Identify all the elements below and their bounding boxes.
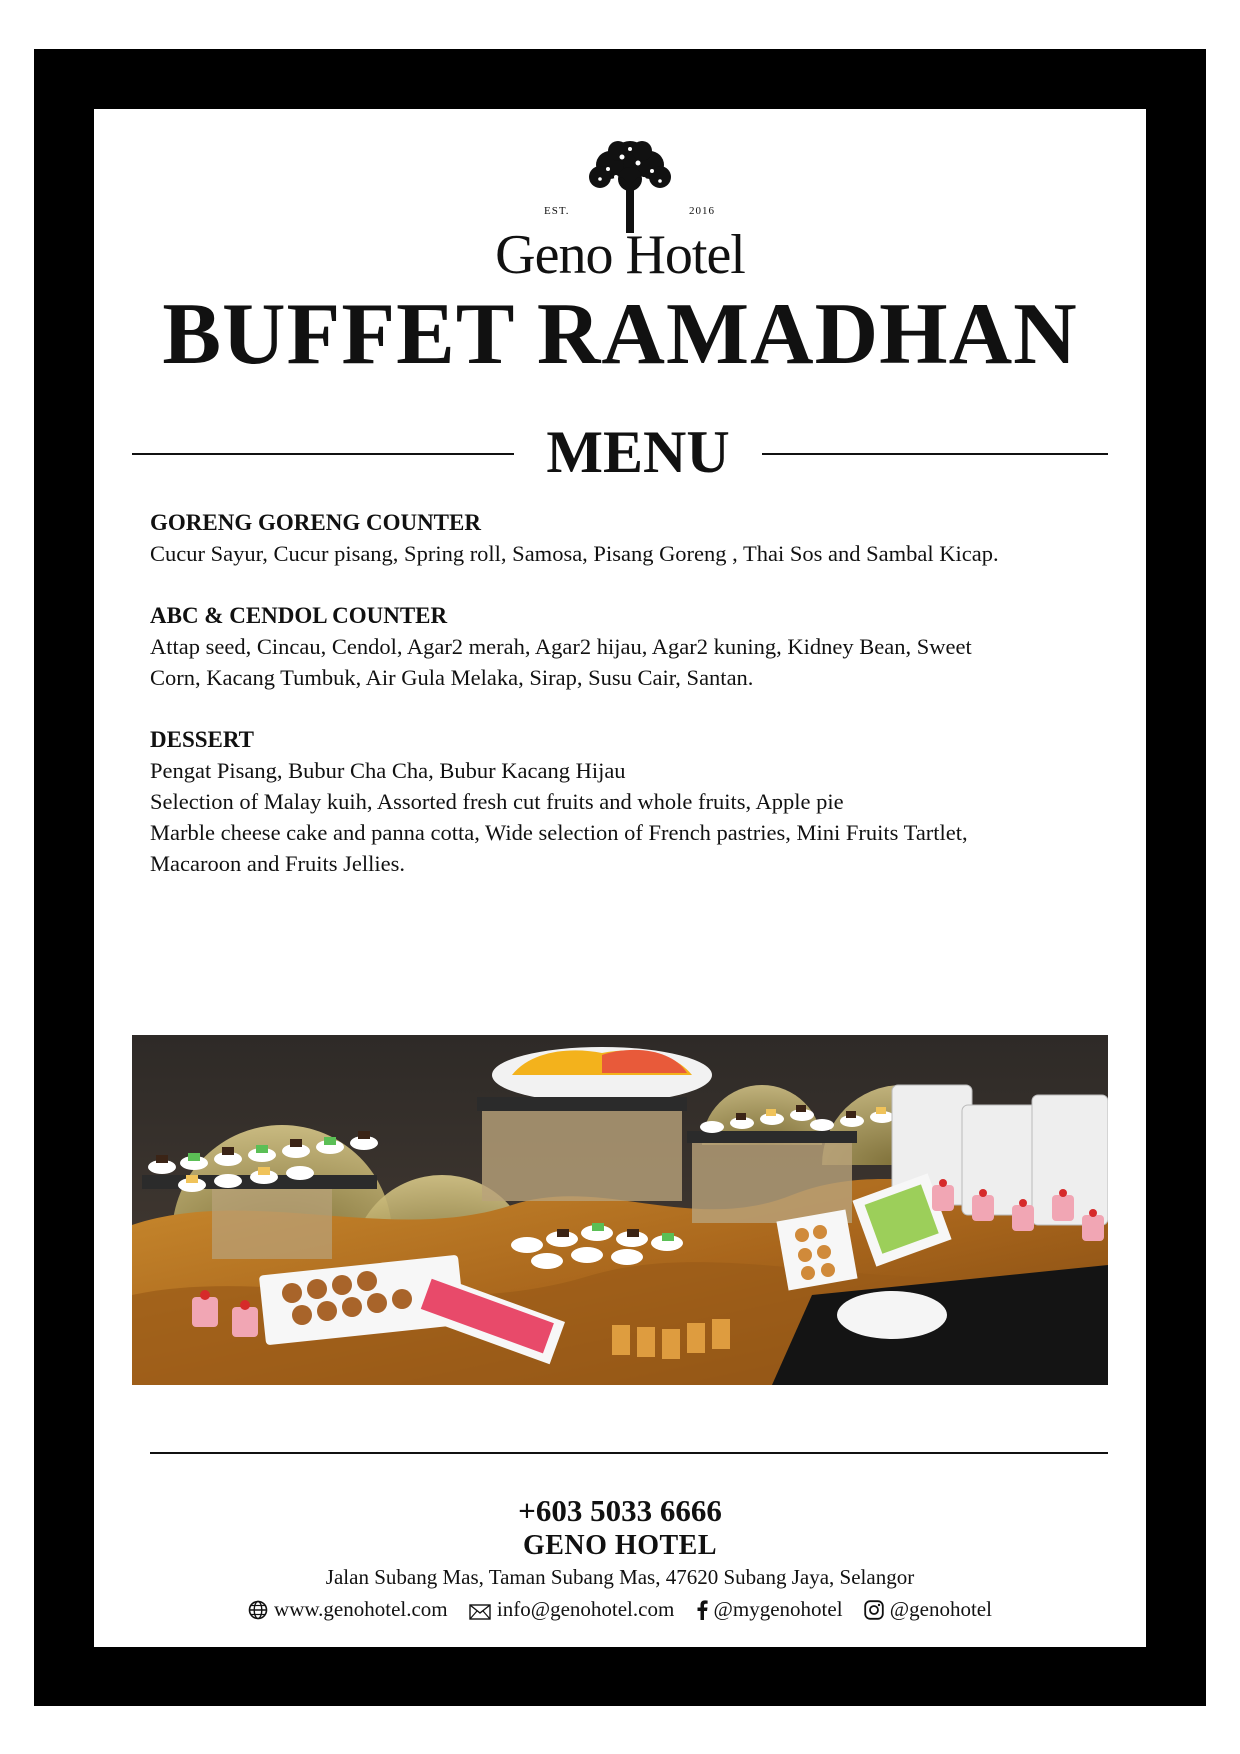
email-text: info@genohotel.com	[496, 1597, 675, 1621]
section-line: Attap seed, Cincau, Cendol, Agar2 merah, Agar2 hijau, Agar2 kuning, Kidney Bean, Sweet	[150, 634, 972, 659]
section-line: Corn, Kacang Tumbuk, Air Gula Melaka, Sirap, Susu Cair, Santan.	[150, 665, 754, 690]
menu-sections	[150, 507, 1110, 910]
menu-rule-left	[132, 453, 514, 455]
section-line: Marble cheese cake and panna cotta, Wide selection of French pastries, Mini Fruits Tartlet,	[150, 820, 968, 845]
menu-label: MENU	[546, 419, 730, 485]
phone-number[interactable]: +603 5033 6666	[518, 1493, 722, 1528]
menu-rule-right	[762, 453, 1108, 455]
instagram-text: @genohotel	[889, 1597, 992, 1621]
instagram-link[interactable]	[864, 1595, 992, 1623]
menu-page	[94, 109, 1146, 1647]
contact-bar	[94, 1595, 1146, 1623]
section-line: Cucur Sayur, Cucur pisang, Spring roll, Samosa, Pisang Goreng , Thai Sos and Sambal Kicap.	[150, 541, 999, 566]
section-goreng-goreng	[150, 507, 1110, 569]
website-link[interactable]	[248, 1595, 448, 1623]
logo-year-label: 2016	[689, 205, 715, 217]
tree-icon	[580, 137, 680, 233]
buffet-photo	[132, 1035, 1108, 1385]
section-line: Selection of Malay kuih, Assorted fresh cut fruits and whole fruits, Apple pie	[150, 789, 844, 814]
facebook-link[interactable]	[696, 1595, 843, 1623]
section-line: Pengat Pisang, Bubur Cha Cha, Bubur Kacang Hijau	[150, 758, 626, 783]
envelope-icon	[469, 1604, 491, 1620]
footer-hotel-name: GENO HOTEL	[522, 1530, 718, 1561]
section-line: Macaroon and Fruits Jellies.	[150, 851, 405, 876]
facebook-icon	[696, 1600, 708, 1620]
logo-est-label: EST.	[544, 205, 570, 217]
globe-icon	[248, 1600, 268, 1620]
instagram-icon	[864, 1600, 884, 1620]
footer-divider	[150, 1452, 1108, 1454]
section-title: GORENG GORENG COUNTER	[150, 510, 481, 535]
website-text: www.genohotel.com	[274, 1597, 448, 1621]
section-title: DESSERT	[150, 727, 255, 752]
section-abc-cendol	[150, 600, 1110, 693]
section-dessert	[150, 724, 1110, 879]
email-link[interactable]	[469, 1595, 674, 1623]
footer-address: Jalan Subang Mas, Taman Subang Mas, 47620 Subang Jaya, Selangor	[325, 1565, 915, 1589]
facebook-text: @mygenohotel	[713, 1597, 843, 1621]
section-title: ABC & CENDOL COUNTER	[150, 603, 448, 628]
page-title: BUFFET RAMADHAN	[162, 286, 1078, 383]
logo-wordmark: Geno Hotel	[495, 224, 745, 286]
menu-heading	[132, 417, 1108, 487]
